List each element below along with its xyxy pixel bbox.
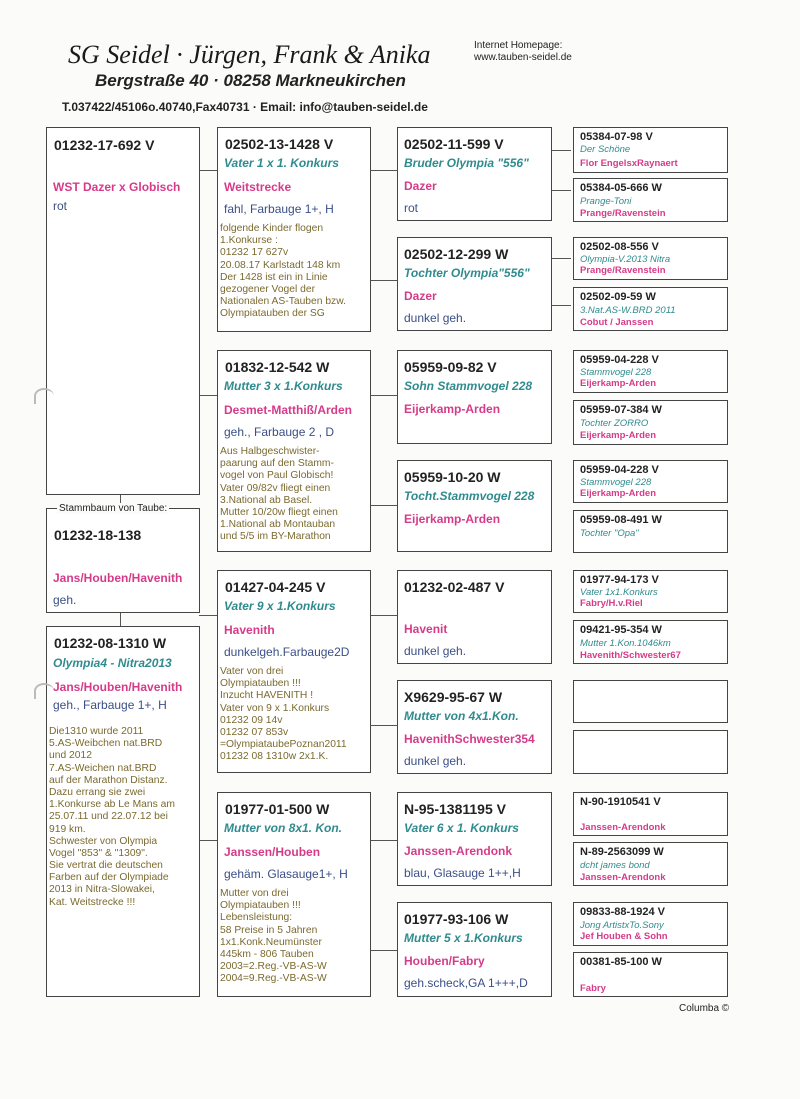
grandparent-ring: 05959-10-20 W	[404, 469, 501, 485]
parent-box	[217, 127, 371, 332]
parent-notes: folgende Kinder flogen 1.Konkurse : 01232 17 627v 20.08.17 Karlstadt 148 km Der 1428 ist ein in Linie gezogener Vogel der Nationalen AS-Tauben bzw. Olympiatauben der SG	[220, 223, 346, 320]
grandparent-color: dunkel geh.	[404, 311, 467, 325]
homepage-label: Internet Homepage:	[474, 40, 563, 51]
grandparent-color: rot	[404, 201, 419, 215]
homepage-url[interactable]: www.tauben-seidel.de	[474, 52, 572, 63]
grandparent-ring: N-95-1381195 V	[404, 801, 506, 817]
grandparent-ring: 02502-11-599 V	[404, 136, 504, 152]
pedigree-color: geh.	[53, 593, 77, 607]
ggp-ring: 05959-04-228 V	[580, 464, 659, 476]
ggp-sub: dcht james bond	[580, 860, 650, 871]
ggp-sub: Stammvogel 228	[580, 367, 652, 378]
great-grandparent-box	[573, 127, 728, 173]
connector-line	[199, 615, 217, 616]
ggp-ring: N-89-2563099 W	[580, 846, 664, 858]
ggp-ring: 05959-04-228 V	[580, 354, 659, 366]
parent-box	[217, 350, 371, 552]
ggp-breed: Janssen-Arendonk	[580, 872, 666, 883]
grandparent-color: blau, Glasauge 1++,H	[404, 866, 521, 880]
dam-sub: Olympia4 - Nitra2013	[53, 656, 172, 670]
parent-color: geh., Farbauge 2 , D	[224, 425, 335, 439]
grandparent-sub: Mutter 5 x 1.Konkurs	[404, 931, 523, 945]
grandparent-breed: Dazer	[404, 179, 437, 193]
great-grandparent-box	[573, 350, 728, 393]
great-grandparent-box	[573, 902, 728, 946]
ggp-ring: 00381-85-100 W	[580, 956, 662, 968]
connector-line	[370, 395, 398, 396]
binder-hole	[34, 683, 54, 699]
ggp-breed: Eijerkamp-Arden	[580, 430, 657, 441]
grandparent-box	[397, 792, 552, 886]
connector-line	[370, 950, 398, 951]
parent-notes: Mutter von drei Olympiatauben !!! Lebensleistung: 58 Preise in 5 Jahren 1x1.Konk.Neumünster 445km - 806 Tauben 2003=2.Reg.-VB-AS-W 2004=9.Reg.-VB-AS-W	[220, 888, 327, 985]
parent-sub: Mutter 3 x 1.Konkurs	[224, 379, 343, 393]
grandparent-sub: Mutter von 4x1.Kon.	[404, 709, 519, 723]
ggp-ring: 09421-95-354 W	[580, 624, 662, 636]
dam-ring: 01232-08-1310 W	[54, 635, 167, 651]
ggp-breed: Eijerkamp-Arden	[580, 488, 657, 499]
great-grandparent-box	[573, 842, 728, 886]
ggp-ring: 05384-07-98 V	[580, 131, 653, 143]
connector-line	[199, 840, 217, 841]
ggp-ring: 09833-88-1924 V	[580, 906, 666, 918]
great-grandparent-box	[573, 400, 728, 445]
great-grandparent-box-empty	[573, 730, 728, 774]
grandparent-breed: Eijerkamp-Arden	[404, 512, 501, 526]
grandparent-color: dunkel geh.	[404, 754, 467, 768]
ggp-ring: 05384-05-666 W	[580, 182, 662, 194]
parent-ring: 01977-01-500 W	[225, 801, 330, 817]
ggp-sub: Prange-Toni	[580, 196, 632, 207]
connector-line	[199, 170, 217, 171]
great-grandparent-box	[573, 620, 728, 664]
grandparent-breed: Janssen-Arendonk	[404, 844, 513, 858]
ggp-sub: Der Schöne	[580, 144, 631, 155]
parent-color: dunkelgeh.Farbauge2D	[224, 645, 350, 659]
connector-line	[370, 840, 398, 841]
subject-box	[46, 127, 200, 495]
connector-line	[370, 615, 398, 616]
grandparent-breed: Dazer	[404, 289, 437, 303]
ggp-breed: Fabry	[580, 983, 606, 994]
grandparent-ring: 05959-09-82 V	[404, 359, 497, 375]
dam-box	[46, 626, 200, 997]
ggp-sub: Vater 1x1.Konkurs	[580, 587, 658, 598]
ggp-breed: Janssen-Arendonk	[580, 822, 666, 833]
ggp-ring: 05959-08-491 W	[580, 514, 662, 526]
ggp-sub: Jong ArtistxTo.Sony	[580, 920, 664, 931]
grandparent-color: dunkel geh.	[404, 644, 467, 658]
grandparent-box	[397, 127, 552, 221]
ggp-sub: Stammvogel 228	[580, 477, 652, 488]
connector-line	[370, 170, 398, 171]
ggp-breed: Flor EngelsxRaynaert	[580, 158, 678, 169]
great-grandparent-box	[573, 792, 728, 836]
grandparent-ring: X9629-95-67 W	[404, 689, 503, 705]
breeder-contact: T.037422/45106o.40740,Fax40731 · Email: info@tauben-seidel.de	[62, 100, 428, 114]
ggp-breed: Havenith/Schwester67	[580, 650, 681, 661]
grandparent-sub: Bruder Olympia "556"	[404, 156, 529, 170]
connector-line	[370, 505, 398, 506]
great-grandparent-box	[573, 460, 728, 503]
dam-color: geh., Farbauge 1+, H	[53, 698, 167, 712]
parent-breed: Janssen/Houben	[224, 845, 321, 859]
grandparent-breed: Eijerkamp-Arden	[404, 402, 501, 416]
software-credit: Columba ©	[679, 1003, 730, 1014]
great-grandparent-box	[573, 237, 728, 280]
parent-breed: Havenith	[224, 623, 275, 637]
parent-notes: Aus Halbgeschwister- paarung auf den Stamm- vogel von Paul Globisch! Vater 09/82v fliegt einen 3.National ab Basel. Mutter 10/20w fliegt einen 1.National ab Montauban und 5/5 im BY-Marathon	[220, 446, 338, 543]
grandparent-box	[397, 350, 552, 444]
ggp-breed: Fabry/H.v.Riel	[580, 598, 643, 609]
ggp-sub: Tochter ZORRO	[580, 418, 649, 429]
ggp-sub: Olympia-V.2013 Nitra	[580, 254, 671, 265]
parent-box	[217, 792, 371, 997]
grandparent-ring: 01977-93-106 W	[404, 911, 509, 927]
ggp-breed: Prange/Ravenstein	[580, 208, 666, 219]
parent-breed: Desmet-Matthiß/Arden	[224, 403, 353, 417]
ggp-breed: Eijerkamp-Arden	[580, 378, 657, 389]
parent-box	[217, 570, 371, 773]
pedigree-label: Stammbaum von Taube:	[59, 503, 168, 514]
parent-color: fahl, Farbauge 1+, H	[224, 202, 334, 216]
connector-line	[370, 280, 398, 281]
ggp-ring: 01977-94-173 V	[580, 574, 659, 586]
grandparent-sub: Tochter Olympia"556"	[404, 266, 530, 280]
parent-color: gehäm. Glasauge1+, H	[224, 867, 348, 881]
ggp-ring: 02502-09-59 W	[580, 291, 656, 303]
connector-line	[551, 150, 571, 151]
parent-sub: Mutter von 8x1. Kon.	[224, 821, 343, 835]
grandparent-sub: Vater 6 x 1. Konkurs	[404, 821, 519, 835]
grandparent-box	[397, 460, 552, 552]
great-grandparent-box	[573, 287, 728, 331]
parent-notes: Vater von drei Olympiatauben !!! Inzucht HAVENITH ! Vater von 9 x 1.Konkurs 01232 09 14v 01232 07 853v =OlympiataubePoznan2011 01232 08 1310w 2x1.K.	[220, 666, 347, 763]
grandparent-breed: Houben/Fabry	[404, 954, 485, 968]
ggp-sub: Mutter 1.Kon.1046km	[580, 638, 671, 649]
ggp-breed: Jef Houben & Sohn	[580, 931, 668, 942]
grandparent-box	[397, 680, 552, 774]
binder-hole	[34, 388, 54, 404]
ggp-ring: 05959-07-384 W	[580, 404, 662, 416]
ggp-ring: N-90-1910541 V	[580, 796, 661, 808]
subject-breed: WST Dazer x Globisch	[53, 180, 181, 194]
grandparent-sub: Tocht.Stammvogel 228	[404, 489, 535, 503]
grandparent-breed: Havenit	[404, 622, 448, 636]
parent-sub: Vater 9 x 1.Konkurs	[224, 599, 336, 613]
pedigree-ring: 01232-18-138	[54, 527, 142, 543]
parent-ring: 01832-12-542 W	[225, 359, 330, 375]
ggp-sub: 3.Nat.AS-W.BRD 2011	[580, 305, 676, 316]
grandparent-ring: 02502-12-299 W	[404, 246, 509, 262]
grandparent-box	[397, 570, 552, 664]
grandparent-ring: 01232-02-487 V	[404, 579, 505, 595]
parent-ring: 01427-04-245 V	[225, 579, 326, 595]
breeder-title: SG Seidel · Jürgen, Frank & Anika	[68, 40, 431, 69]
parent-sub: Vater 1 x 1. Konkurs	[224, 156, 339, 170]
grandparent-breed: HavenithSchwester354	[404, 732, 535, 746]
parent-breed: Weitstrecke	[224, 180, 292, 194]
connector-line	[551, 258, 571, 259]
grandparent-sub: Sohn Stammvogel 228	[404, 379, 533, 393]
breeder-address: Bergstraße 40 · 08258 Markneukirchen	[95, 71, 406, 90]
ggp-sub: Tochter "Opa"	[580, 528, 639, 539]
ggp-breed: Cobut / Janssen	[580, 317, 654, 328]
grandparent-box	[397, 237, 552, 331]
connector-line	[199, 395, 217, 396]
grandparent-box	[397, 902, 552, 997]
parent-ring: 02502-13-1428 V	[225, 136, 334, 152]
pedigree-breed: Jans/Houben/Havenith	[53, 571, 183, 585]
dam-notes: Die1310 wurde 2011 5.AS-Weibchen nat.BRD und 2012 7.AS-Weichen nat.BRD auf der Marathon Distanz. Dazu errang sie zwei 1.Konkurse ab Le Mans am 25.07.11 und 22.07.12 bei 919 km. Schwester von Olympia Vogel "853" & "1309". Sie vertrat die deutschen Farben auf der Olympiade 2013 in Nitra-Slowakei, Kat. Weitstrecke !!!	[49, 726, 175, 908]
great-grandparent-box	[573, 178, 728, 222]
great-grandparent-box	[573, 510, 728, 553]
ggp-ring: 02502-08-556 V	[580, 241, 659, 253]
connector-line	[551, 305, 571, 306]
great-grandparent-box	[573, 570, 728, 613]
great-grandparent-box	[573, 952, 728, 997]
connector-line	[551, 190, 571, 191]
ggp-breed: Prange/Ravenstein	[580, 265, 666, 276]
great-grandparent-box-empty	[573, 680, 728, 723]
connector-line	[370, 725, 398, 726]
pedigree-box	[46, 508, 200, 613]
subject-color: rot	[53, 199, 68, 213]
subject-ring: 01232-17-692 V	[54, 137, 155, 153]
grandparent-color: geh.scheck,GA 1+++,D	[404, 976, 528, 990]
dam-breed: Jans/Houben/Havenith	[53, 680, 183, 694]
